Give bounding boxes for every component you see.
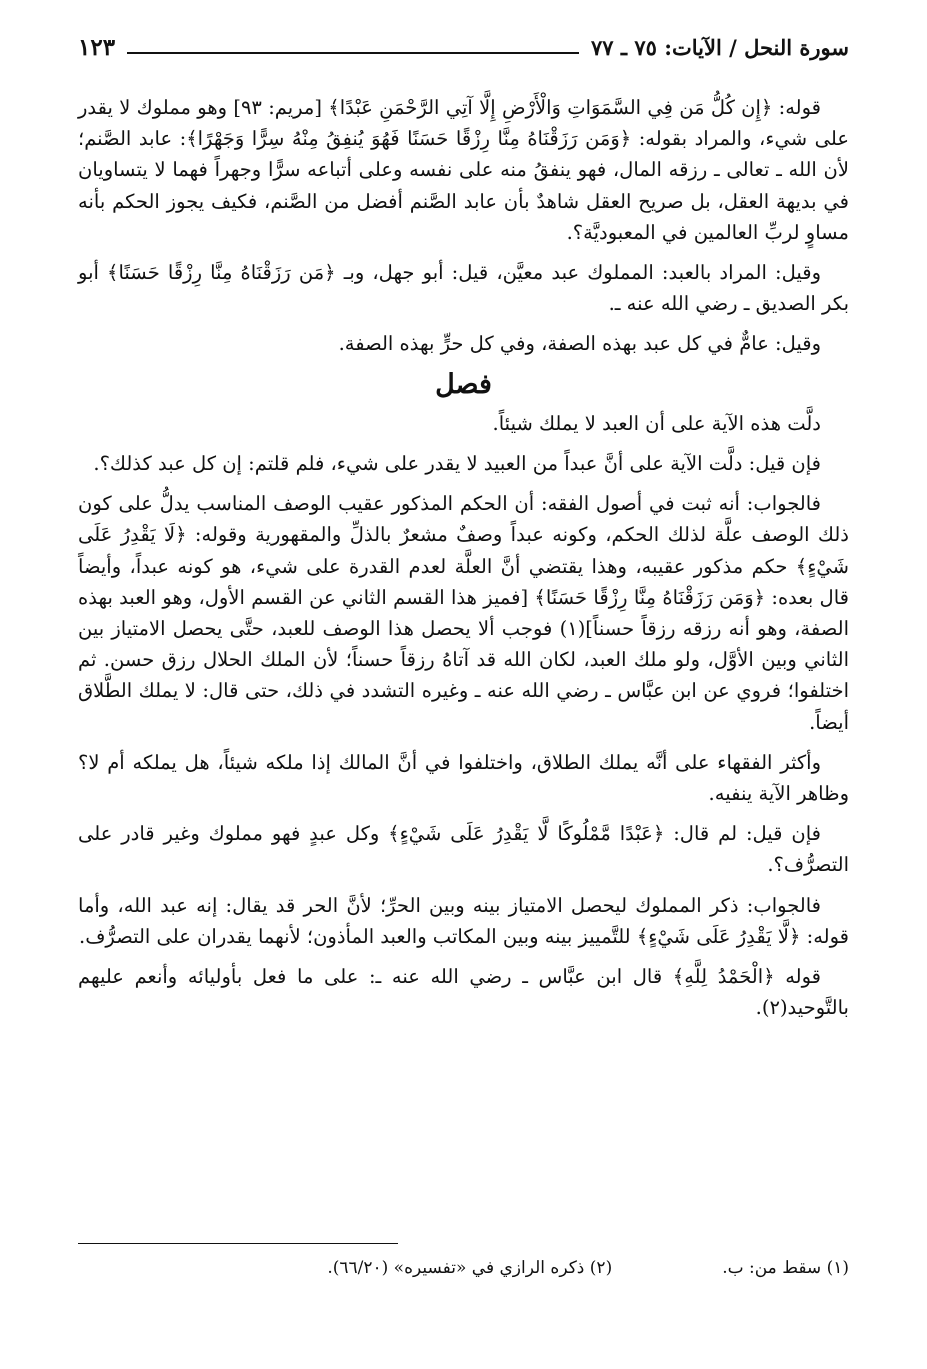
footnote: (١) سقط من: ب. [722, 1258, 849, 1278]
page-body [78, 92, 849, 1032]
paragraph: فإن قيل: دلَّت الآية على أنَّ عبداً من العبيد لا يقدر على شيء، فلم قلتم: إن كل عبد كذلك؟. [93, 452, 821, 476]
paragraph: قوله ﴿الْحَمْدُ لِلَّهِ﴾ قال ابن عبَّاس ـ رضي الله عنه ـ: على ما فعل بأوليائه وأنعم عليهم بالتَّوحيد(٢). [78, 965, 849, 1020]
paragraph: وقيل: المراد بالعبد: المملوك عبد معيَّن، قيل: أبو جهل، وبـ ﴿مَن رَزَقْنَاهُ مِنَّا رِزْقًا حَسَنًا﴾ أبو بكر الصديق ـ رضي الله عنه ـ. [78, 261, 849, 316]
page-number: ١٢٣ [78, 33, 116, 61]
paragraph: دلَّت هذه الآية على أن العبد لا يملك شيئاً. [492, 411, 821, 435]
paragraph: قوله: ﴿إِن كُلُّ مَن فِي السَّمَوَاتِ وَالْأَرْضِ إِلَّا آتِي الرَّحْمَنِ عَبْدًا﴾ [مريم: ٩٣] وهو مملوك لا يقدر على شيء، والمراد بقوله: ﴿وَمَن رَزَقْنَاهُ مِنَّا رِزْقًا حَسَنًا فَهُوَ يُنفِقُ مِنْهُ سِرًّا وَجَهْرًا﴾: عابد الصَّنم؛ لأن الله ـ تعالى ـ رزقه المال، فهو ينفقُ منه على نفسه وعلى أتباعه سرًّا وجهراً فهما لا يتساويان في بديهة العقل، بل صريح العقل شاهدٌ بأن عابد الصَّنم أفضل من الصَّنم، فكيف يجوز الحكم بأنه مساوٍ لربِّ العالمين في المعبوديَّة؟. [78, 96, 849, 244]
footnote: (٢) ذكره الرازي في «تفسيره» (٦٦/٢٠). [327, 1258, 613, 1278]
page-header [78, 32, 849, 62]
paragraph: فالجواب: أنه ثبت في أصول الفقه: أن الحكم المذكور عقيب الوصف المناسب يدلُّ على كون ذلك الوصف علَّة لذلك الحكم، وكونه عبداً وصفٌ مشعرٌ بالذلِّ والمقهورية وقوله: ﴿لَا يَقْدِرُ عَلَى شَيْءٍ﴾ حكم مذكور عقيبه، وهذا يقتضي أنَّ العلَّة لعدم القدرة على شيء، هو كونه عبداً، وأيضاً قال بعده: ﴿وَمَن رَزَقْنَاهُ مِنَّا رِزْقًا حَسَنًا﴾ [فميز هذا القسم الثاني عن القسم الأول، وهو العبد بهذه الصفة، وهو أنه رزقه رزقاً حسناً](١) فوجب ألا يحصل هذا الوصف للعبد، حتَّى يحصل الامتياز بين الثاني وبين الأوَّل، ولو ملك العبد، لكان الله قد آتاهُ رزقاً حسناً؛ لأن الملك الحلال رزق حسن. ثم اختلفوا؛ فروي عن ابن عبَّاس ـ رضي الله عنه ـ وغيره التشدد في ذلك، حتى قال: لا يملك الطَّلاق أيضاً. [78, 492, 849, 734]
footnotes [78, 1258, 849, 1278]
paragraph: وقيل: عامٌّ في كل عبد بهذه الصفة، وفي كل حرٍّ بهذه الصفة. [338, 332, 821, 356]
paragraph: فالجواب: ذكر المملوك ليحصل الامتياز بينه وبين الحرِّ؛ لأنَّ الحر قد يقال: إنه عبد الله، وأما قوله: ﴿لَّا يَقْدِرُ عَلَى شَيْءٍ﴾ للتَّمييز بينه وبين المكاتب والعبد المأذون؛ لأنهما يقدران على التصرُّف. [78, 893, 849, 948]
footnote-separator [78, 1243, 398, 1244]
section-heading: فصل [435, 368, 492, 400]
header-rule [127, 52, 579, 54]
paragraph: وأكثر الفقهاء على أنَّه يملك الطلاق، واختلفوا في أنَّ المالك إذا ملكه شيئاً، هل يملكه أم لا؟ وظاهر الآية ينفيه. [78, 750, 849, 806]
paragraph: فإن قيل: لم قال: ﴿عَبْدًا مَّمْلُوكًا لَّا يَقْدِرُ عَلَى شَيْءٍ﴾ وكل عبدٍ فهو مملوك وغير قادر على التصرُّف؟. [78, 822, 849, 877]
surah-title: سورة النحل / الآيات: ٧٥ ـ ٧٧ [590, 34, 849, 60]
